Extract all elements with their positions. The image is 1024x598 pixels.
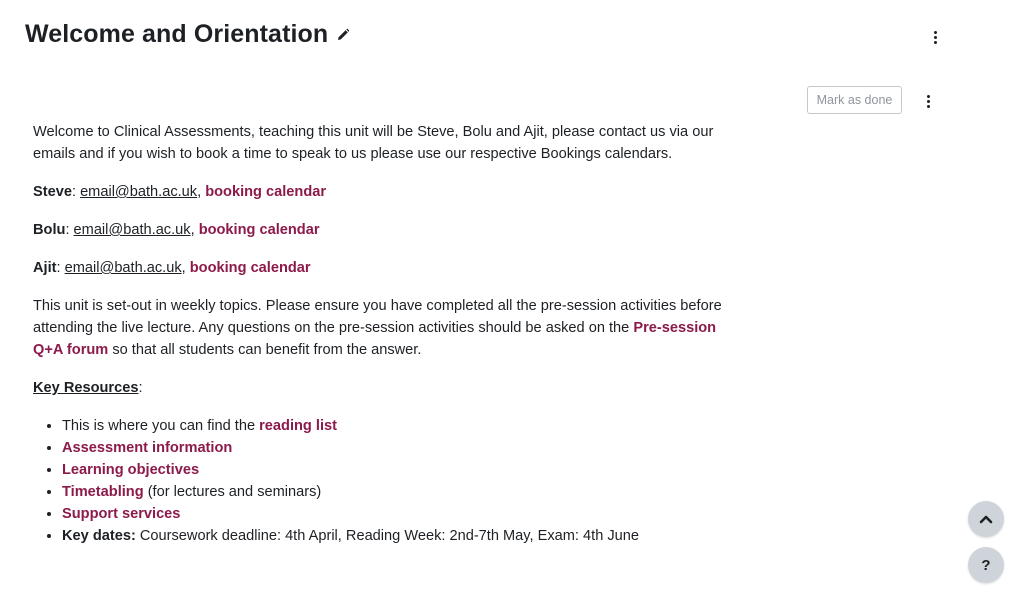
list-item	[62, 503, 733, 525]
chevron-up-icon	[979, 514, 993, 524]
scroll-to-top-button[interactable]	[968, 501, 1004, 537]
key-dates-text: Coursework deadline: 4th April, Reading Week: 2nd-7th May, Exam: 4th June	[135, 528, 640, 544]
support-services-link[interactable]: Support services	[62, 506, 181, 522]
assessment-information-link[interactable]: Assessment information	[62, 440, 233, 456]
list-item	[62, 525, 733, 547]
contact-ajit: Ajit: email@bath.ac.uk, booking calendar	[33, 260, 311, 276]
contact-bolu: Bolu: email@bath.ac.uk, booking calendar	[33, 222, 320, 238]
booking-calendar-link[interactable]: booking calendar	[198, 222, 320, 238]
timetabling-suffix: (for lectures and seminars)	[143, 484, 322, 500]
intro-paragraph: Welcome to Clinical Assessments, teaching this unit will be Steve, Bolu and Ajit, please contact us via our emails and if you wish to book a time to speak to us please use our respective Bookings calendars.	[33, 124, 714, 162]
email-link[interactable]: email@bath.ac.uk	[73, 222, 191, 238]
mark-as-done-button[interactable]: Mark as done	[807, 86, 902, 114]
key-dates-label: Key dates:	[62, 528, 136, 544]
reading-list-link[interactable]: reading list	[259, 418, 337, 434]
page-title-text: Welcome and Orientation	[25, 20, 329, 48]
list-item	[62, 437, 733, 459]
booking-calendar-link[interactable]: booking calendar	[205, 184, 327, 200]
resources-list	[33, 415, 733, 547]
weekly-topics-paragraph	[33, 295, 733, 361]
reading-prefix: This is where you can find the	[62, 418, 260, 434]
list-item	[62, 459, 733, 481]
weekly-text: This unit is set-out in weekly topics. Please ensure you have completed all the pre-session activities before attending the live lecture. Any questions on the pre-session activities should be asked on the	[33, 298, 722, 336]
learning-objectives-link[interactable]: Learning objectives	[62, 462, 200, 478]
help-button[interactable]	[968, 547, 1004, 583]
booking-calendar-link[interactable]: booking calendar	[189, 260, 311, 276]
section-content	[33, 121, 733, 547]
section-menu-kebab-icon[interactable]	[927, 27, 943, 47]
key-resources-heading: Key Resources:	[33, 380, 143, 396]
timetabling-link[interactable]: Timetabling	[62, 484, 144, 500]
contact-steve: Steve: email@bath.ac.uk, booking calendar	[33, 184, 327, 200]
pre-session-forum-link[interactable]: Pre-session Q+A forum	[33, 320, 717, 358]
pencil-icon[interactable]	[336, 28, 350, 42]
page-title	[25, 20, 350, 49]
weekly-text-end: so that all students can benefit from the answer.	[108, 342, 422, 358]
contact-name: Steve	[33, 184, 72, 200]
list-item	[62, 415, 733, 437]
key-resources-label: Key Resources	[33, 380, 139, 396]
help-label: ?	[981, 556, 991, 574]
activity-menu-kebab-icon[interactable]	[920, 91, 936, 111]
contact-name: Ajit	[33, 260, 57, 276]
contact-name: Bolu	[33, 222, 66, 238]
list-item	[62, 481, 733, 503]
email-link[interactable]: email@bath.ac.uk	[64, 260, 182, 276]
email-link[interactable]: email@bath.ac.uk	[80, 184, 198, 200]
